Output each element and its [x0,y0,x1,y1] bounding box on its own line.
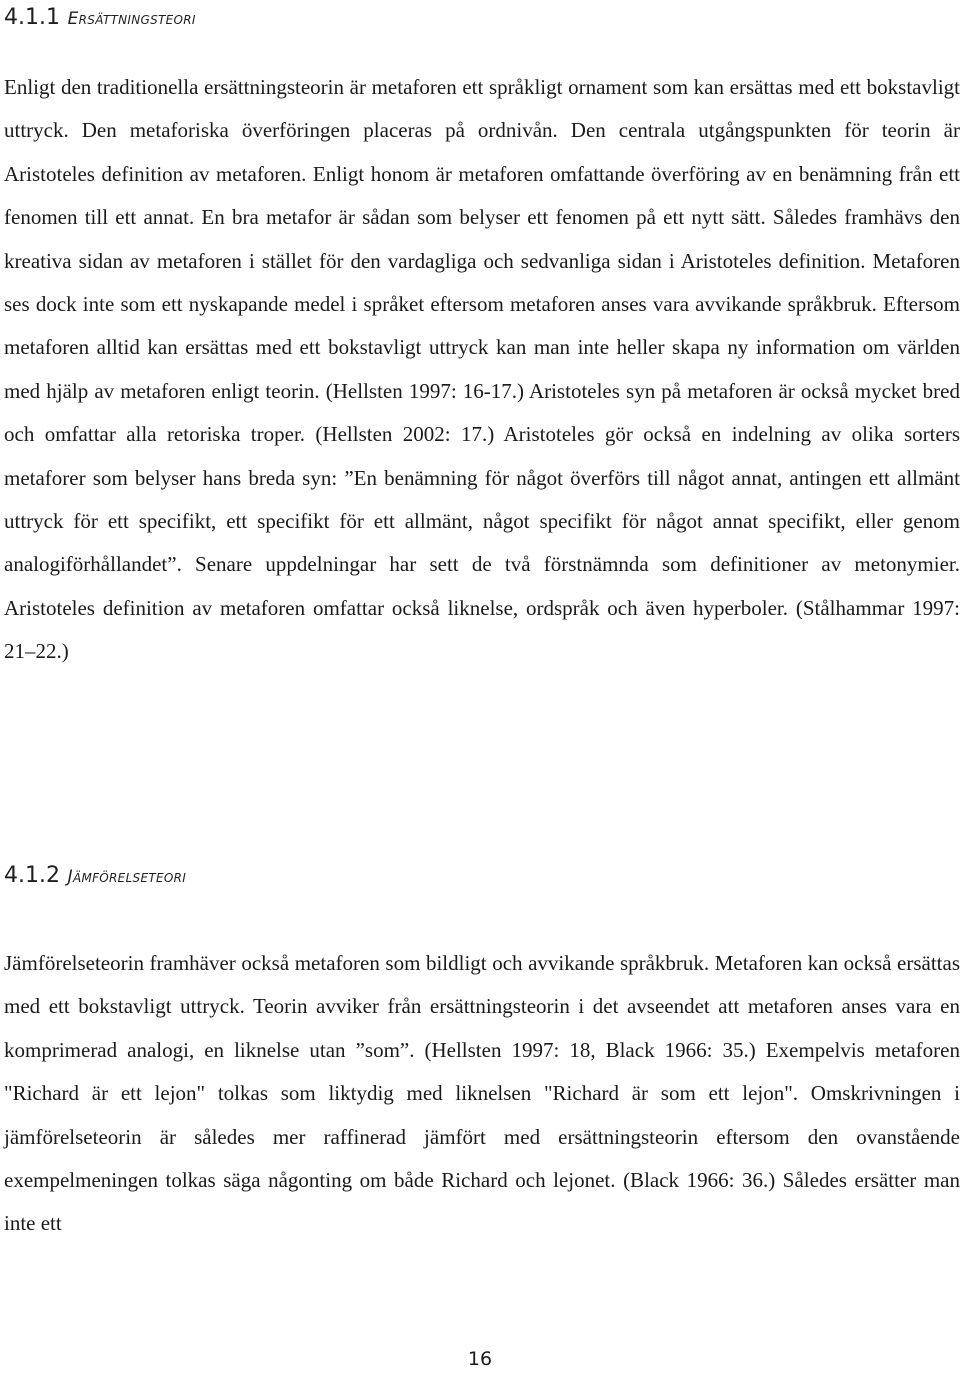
paragraph-ersattningsteori: Enligt den traditionella ersättningsteorin är metaforen ett språkligt ornament som kan ersättas med ett bokstavligt uttryck. Den metaforiska överföringen placeras på ordnivån. Den centrala utgångspunkten för teorin är Aristoteles definition av metaforen. Enligt honom är metaforen omfattande överföring av en benämning från ett fenomen till ett annat. En bra metafor är sådan som belyser ett fenomen på ett nytt sätt. Således framhävs den kreativa sidan av metaforen i stället för den vardagliga och sedvanliga sidan i Aristoteles definition. Metaforen ses dock inte som ett nyskapande medel i språket eftersom metaforen anses vara avvikande språkbruk. Eftersom metaforen alltid kan ersättas med ett bokstavligt uttryck kan man inte heller skapa ny information om världen med hjälp av metaforen enligt teorin. (Hellsten 1997: 16-17.) Aristoteles syn på metaforen är också mycket bred och omfattar alla retoriska troper. (Hellsten 2002: 17.) Aristoteles gör också en indelning av olika sorters metaforer som belyser hans breda syn: ”En benämning för något överförs till något annat, antingen ett allmänt uttryck för ett specifikt, ett specifikt för ett allmänt, något specifikt för något annat specifikt, eller genom analogiförhållandet”. Senare uppdelningar har sett de två förstnämnda som definitioner av metonymier. Aristoteles definition av metaforen omfattar också liknelse, ordspråk och även hyperboler. (Stålhammar 1997: 21–22.) [4,75,960,664]
section-heading-jamforelseteori [4,862,186,887]
paragraph-jamforelseteori: Jämförelseteorin framhäver också metaforen som bildligt och avvikande språkbruk. Metaforen kan också ersättas med ett bokstavligt uttryck. Teorin avviker från ersättningsteorin i det avseendet att metaforen anses vara en komprimerad analogi, en liknelse utan ”som”. (Hellsten 1997: 18, Black 1966: 35.) Exempelvis metaforen "Richard är ett lejon" tolkas som liktydig med liknelsen "Richard är som ett lejon". Omskrivningen i jämförelseteorin är således mer raffinerad jämfört med ersättningsteorin eftersom den ovanstående exempelmeningen tolkas säga någonting om både Richard och lejonet. (Black 1966: 36.) Således ersätter man inte ett [4,951,960,1236]
section-number: 4.1.1 [4,5,60,30]
section-title: Jämförelseteori [67,867,187,887]
section-title: Ersättningsteori [67,9,196,29]
section-heading-ersattningsteori [4,4,196,29]
section-number: 4.1.2 [4,863,60,888]
page-number: 16 [467,1348,493,1370]
